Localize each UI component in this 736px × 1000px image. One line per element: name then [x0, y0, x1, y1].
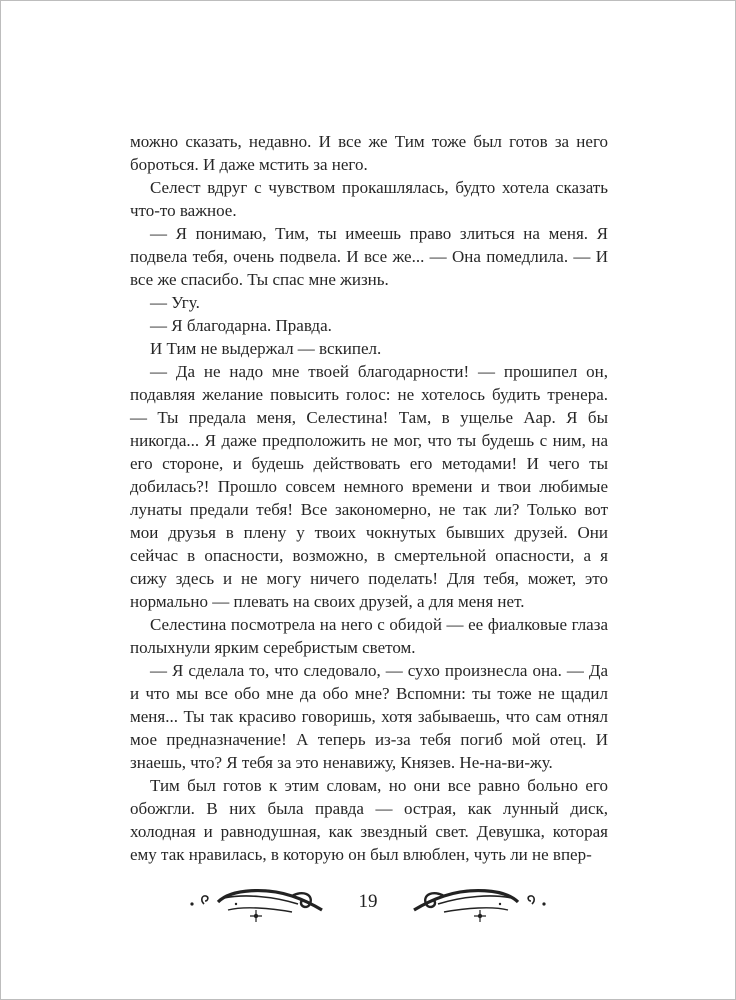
paragraph-5: — Я благодарна. Правда. — [150, 316, 332, 335]
paragraph-1: можно сказать, недавно. И все же Тим тоже был готов за него бороться. И даже мстить за него. — [130, 132, 608, 174]
paragraph-3: — Я понимаю, Тим, ты имеешь право злиться на меня. Я подвела тебя, очень подвела. И все же... — Она помедлила. — И все же спасибо. Ты спас мне жизнь. — [130, 224, 608, 289]
paragraph-7: — Да не надо мне твоей благодарности! — прошипел он, подавляя желание повысить голос: не хотелось будить тренера. — Ты предала меня, Селестина! Там, в ущелье Аар. Я бы никогда... Я даже предположить не мог, что ты будешь с ним, на его стороне, и будешь действовать его методами! И чего ты добилась?! Прошло совсем немного времени и твои любимые лунаты предали тебя! Все закономерно, не так ли? Только вот мои друзья в плену у твоих чокнутых бывших друзей. Они сейчас в опасности, возможно, в смертельной опасности, а я сижу здесь и не могу ничего поделать! Для тебя, может, это нормально — плевать на своих друзей, а для меня нет. — [130, 362, 608, 611]
page-footer — [188, 882, 548, 926]
paragraph-10: Тим был готов к этим словам, но они все равно больно его обожгли. В них была правда — острая, как лунный диск, холодная и равнодушная, как звездный свет. Девушка, которая ему так нравилась, в которую он был влюблен, чуть ли не впер- — [130, 776, 608, 864]
body-text — [130, 130, 608, 866]
paragraph-6: И Тим не выдержал — вскипел. — [150, 339, 382, 358]
paragraph-9: — Я сделала то, что следовало, — сухо произнесла она. — Да и что мы все обо мне да обо мне? Вспомни: ты тоже не щадил меня... Ты так красиво говоришь, хотя забываешь, что сам отнял мое предназначение! А теперь из-за тебя погиб мой отец. И знаешь, что? Я тебя за это ненавижу, Князев. Не-на-ви-жу. — [130, 661, 608, 772]
paragraph-2: Селест вдруг с чувством прокашлялась, будто хотела сказать что-то важное. — [130, 178, 608, 220]
page-number: 19 — [358, 891, 378, 912]
paragraph-4: — Угу. — [150, 293, 200, 312]
paragraph-8: Селестина посмотрела на него с обидой — ее фиалковые глаза полыхнули ярким серебристым светом. — [130, 615, 608, 657]
